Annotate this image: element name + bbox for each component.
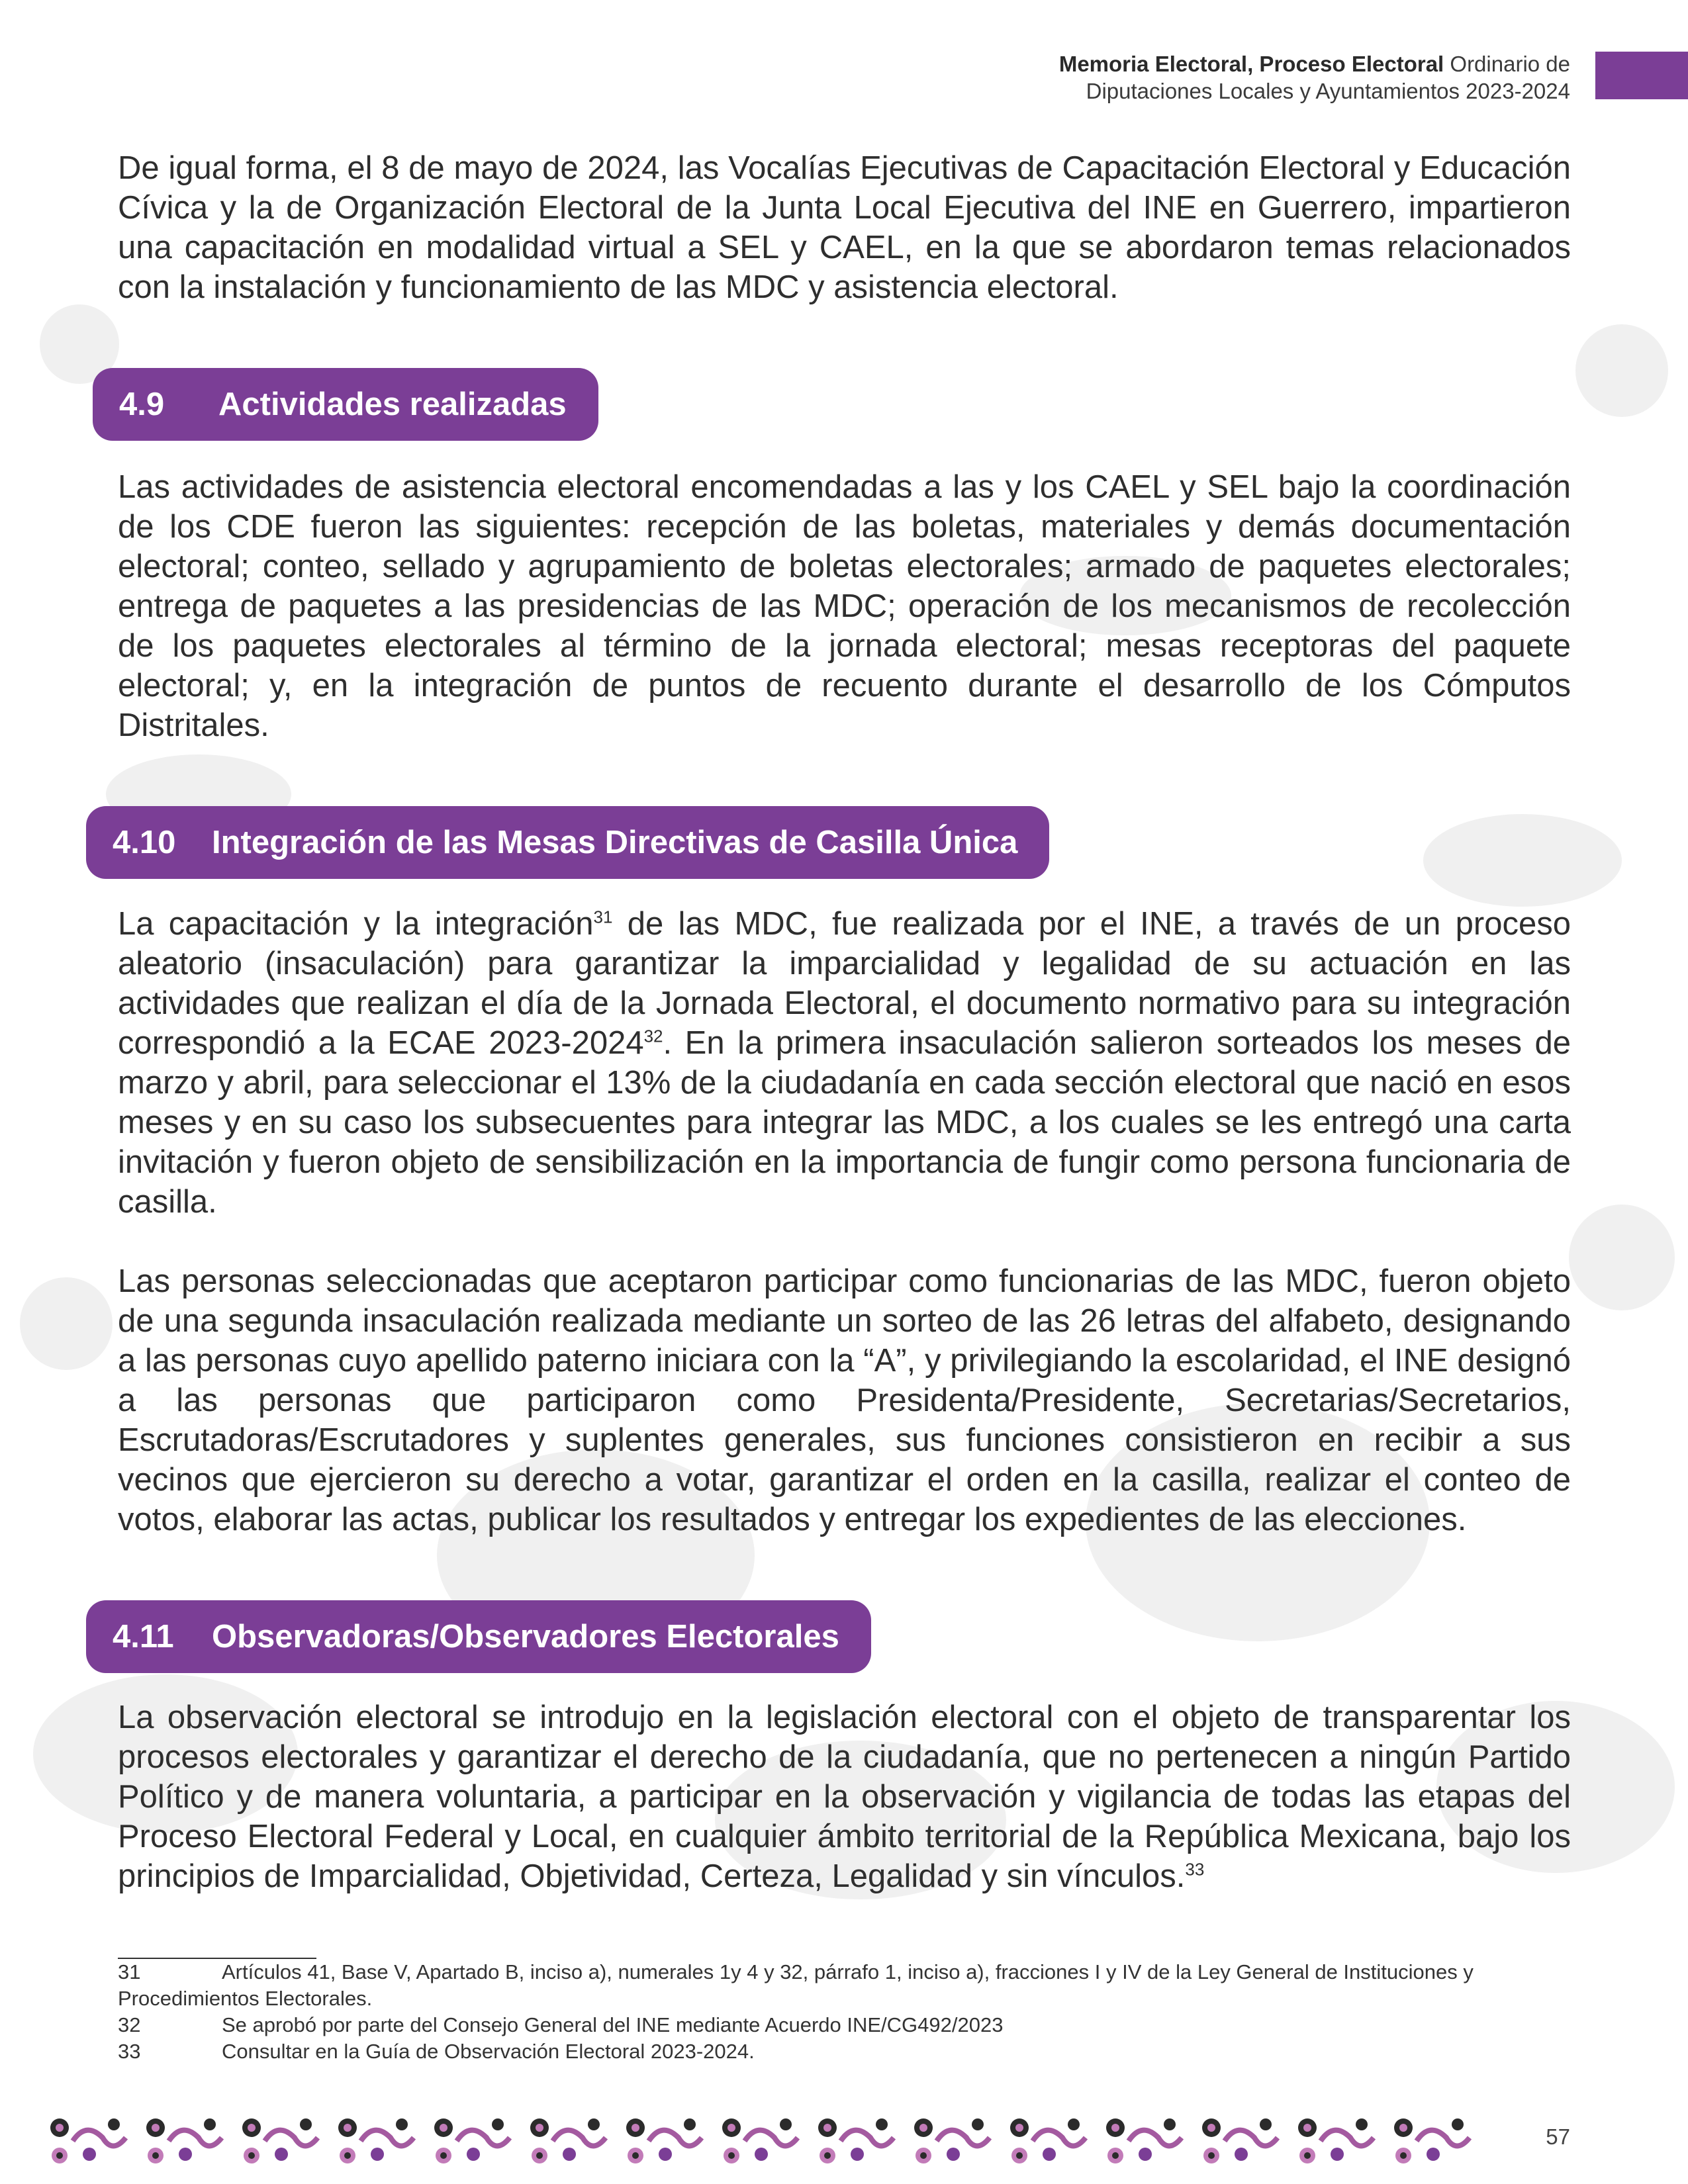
embroidery-vine-icon <box>1225 2118 1278 2161</box>
footnotes <box>118 1959 1571 2065</box>
section-paragraph: Las actividades de asistencia electoral encomendadas a las y los CAEL y SEL bajo la coordinación de los CDE fueron las siguientes: recepción de las boletas, materiales y demás documentación electoral; conteo, sellado y agrupamiento de boletas electorales; armado de paquetes electorales; entrega de paquetes a las presidencias de las MDC; operación de los mecanismos de recolección de los paquetes electorales al término de la jornada electoral; mesas receptoras del paquete electoral; y, en la integración de puntos de recuento durante el desarrollo de los Cómputos Distritales. <box>118 469 1571 743</box>
section-number: 4.11 <box>113 1619 174 1655</box>
embroidery-flower-icon <box>338 2118 357 2163</box>
section-heading-4-9 <box>93 368 598 441</box>
footnote-ref: 32 <box>643 1026 663 1046</box>
footnote-ref: 31 <box>593 907 613 927</box>
embroidery-vine-icon <box>73 2118 126 2161</box>
embroidery-flower-icon <box>818 2118 837 2163</box>
section-4-11-body <box>118 1698 1571 1896</box>
embroidery-flower-icon <box>914 2118 933 2163</box>
section-title: Actividades realizadas <box>218 387 567 422</box>
embroidery-flower-icon <box>626 2118 645 2163</box>
embroidery-vine-icon <box>841 2118 894 2161</box>
embroidery-vine-icon <box>649 2118 702 2161</box>
embroidery-flower-icon <box>1010 2118 1029 2163</box>
intro-paragraph: De igual forma, el 8 de mayo de 2024, las Vocalías Ejecutivas de Capacitación Electoral y Educación Cívica y la de Organización Electoral de la Junta Local Ejecutiva del INE en Guerrero, impartieron una capacitación en modalidad virtual a SEL y CAEL, en la que se abordaron temas relacionados con la instalación y funcionamiento de las MDC y asistencia electoral. <box>118 150 1571 305</box>
page-number: 57 <box>1546 2124 1570 2149</box>
header-title-bold: Memoria Electoral, Proceso Electoral <box>1058 52 1444 76</box>
embroidery-flower-icon <box>1394 2118 1413 2163</box>
text-run: de las MDC, fue realizada por el INE, a través de un proceso aleatorio (insaculación) para garantizar la imparcialidad y legalidad de su actuación en las actividades que realizan el día de la Jornada Electoral, el documento normativo para su integración correspondió a la ECAE 2023-2024 <box>118 906 1571 1061</box>
footnote-32 <box>118 2012 1571 2038</box>
footnote-text: Artículos 41, Base V, Apartado B, inciso a), numerales 1y 4 y 32, párrafo 1, inciso a), fracciones I y IV de la Ley General de Instituciones y Procedimientos Electorales. <box>118 1960 1474 2010</box>
section-paragraph <box>118 904 1571 1222</box>
section-title: Observadoras/Observadores Electorales <box>212 1619 839 1655</box>
footnote-number: 33 <box>118 2040 141 2063</box>
embroidery-vine-icon <box>937 2118 990 2161</box>
text-run: La observación electoral se introdujo en la legislación electoral con el objeto de transparentar los procesos electorales y garantizar el derecho de la ciudadanía, que no pertenecen a ningún Partido Político y de manera voluntaria, a participar en la observación y vigilancia de todas las etapas del Proceso Electoral Federal y Local, en cualquier ámbito territorial de la República Mexicana, bajo los principios de Imparcialidad, Objetividad, Certeza, Legalidad y sin vínculos. <box>118 1700 1571 1894</box>
header-title-regular: Ordinario de <box>1444 52 1570 76</box>
embroidery-vine-icon <box>1129 2118 1182 2161</box>
embroidery-flower-icon <box>50 2118 69 2163</box>
footnote-31 <box>118 1959 1571 2012</box>
footnote-text: Se aprobó por parte del Consejo General del INE mediante Acuerdo INE/CG492/2023 <box>222 2013 1004 2036</box>
embroidery-flower-icon <box>722 2118 741 2163</box>
embroidery-vine-icon <box>457 2118 510 2161</box>
embroidery-vine-icon <box>1417 2118 1470 2161</box>
section-heading-4-11 <box>86 1600 871 1673</box>
intro-block <box>118 148 1571 307</box>
header-subtitle: Diputaciones Locales y Ayuntamientos 2023-2024 <box>1086 79 1570 103</box>
embroidery-vine-icon <box>169 2118 222 2161</box>
embroidery-vine-icon <box>553 2118 606 2161</box>
section-paragraph <box>118 1698 1571 1896</box>
embroidery-flower-icon <box>1202 2118 1221 2163</box>
section-paragraph: Las personas seleccionadas que aceptaron participar como funcionarias de las MDC, fueron objeto de una segunda insaculación realizada mediante un sorteo de las 26 letras del alfabeto, designando a las personas cuyo apellido paterno iniciara con la “A”, y privilegiando la escolaridad, el INE designó a las personas que participaron como Presidenta/Presidente, Secretarias/Secretarios, Escrutadoras/Escrutadores y suplentes generales, sus funciones consistieron en recibir a sus vecinos que ejercieron su derecho a votar, garantizar el orden en la casilla, realizar el conteo de votos, elaborar las actas, publicar los resultados y entregar los expedientes de las elecciones. <box>118 1263 1571 1537</box>
footnote-number: 32 <box>118 2013 141 2036</box>
embroidery-vine-icon <box>1033 2118 1086 2161</box>
embroidery-vine-icon <box>1321 2118 1374 2161</box>
embroidery-flower-icon <box>434 2118 453 2163</box>
embroidery-vine-icon <box>265 2118 318 2161</box>
embroidery-flower-icon <box>1106 2118 1125 2163</box>
header-accent-bar <box>1595 52 1688 99</box>
embroidery-vine-icon <box>745 2118 798 2161</box>
text-run: La capacitación y la integración <box>118 906 594 942</box>
embroidery-flower-icon <box>530 2118 549 2163</box>
section-4-10-body <box>118 904 1571 1539</box>
embroidery-border <box>40 2108 1503 2174</box>
section-number: 4.9 <box>119 387 165 422</box>
section-number: 4.10 <box>113 825 176 860</box>
running-header <box>1059 50 1570 105</box>
footnote-number: 31 <box>118 1960 141 1983</box>
footnote-text: Consultar en la Guía de Observación Electoral 2023-2024. <box>222 2040 755 2063</box>
text-run: . En la primera insaculación salieron sorteados los meses de marzo y abril, para seleccionar el 13% de la ciudadanía en cada sección electoral que nació en esos meses y en su caso los subsecuentes para integrar las MDC, a los cuales se les entregó una carta invitación y fueron objeto de sensibilización en la importancia de fungir como persona funcionaria de casilla. <box>118 1025 1571 1220</box>
section-4-9-body <box>118 467 1571 745</box>
embroidery-flower-icon <box>146 2118 165 2163</box>
embroidery-flower-icon <box>1298 2118 1317 2163</box>
embroidery-flower-icon <box>242 2118 261 2163</box>
section-title: Integración de las Mesas Directivas de Casilla Única <box>212 825 1018 860</box>
footnote-ref: 33 <box>1185 1859 1205 1880</box>
embroidery-vine-icon <box>361 2118 414 2161</box>
section-heading-4-10 <box>86 806 1049 879</box>
footnote-33 <box>118 2038 1571 2065</box>
